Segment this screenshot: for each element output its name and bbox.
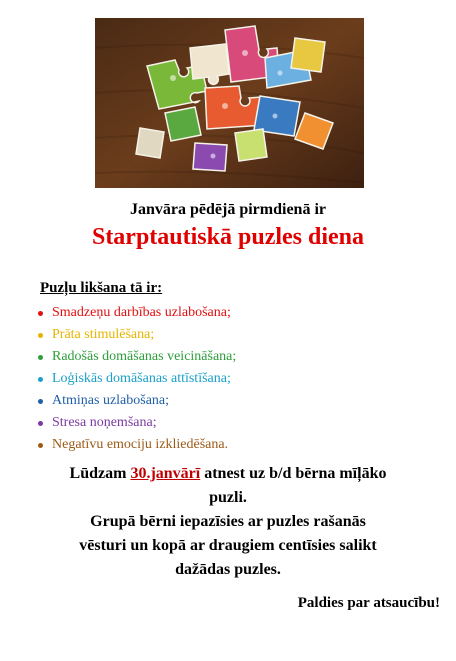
cta-line-1 [0, 462, 456, 486]
benefit-text: Smadzeņu darbības uzlabošana; [52, 305, 231, 320]
benefit-item [38, 390, 236, 412]
cta-line-2: puzli. [209, 489, 247, 506]
benefit-text: Atmiņas uzlabošana; [52, 393, 170, 408]
thanks-note: Paldies par atsaucību! [297, 595, 440, 611]
benefit-text: Radošās domāšanas veicināšana; [52, 349, 237, 364]
bullet-icon [38, 443, 43, 448]
cta-line-1-before: Lūdzam [69, 465, 131, 482]
cta-line-3: Grupā bērni iepazīsies ar puzles rašanās [90, 513, 366, 530]
benefit-item [38, 412, 236, 434]
cta-line-5: dažādas puzles. [175, 561, 281, 578]
benefit-item [38, 302, 236, 324]
cta-date: 30.janvārī [130, 465, 201, 482]
benefit-text: Prāta stimulēšana; [52, 327, 155, 342]
list-heading: Puzļu likšana tā ir: [40, 280, 163, 296]
benefit-item [38, 434, 236, 456]
benefit-item [38, 324, 236, 346]
benefit-item [38, 346, 236, 368]
cta-line-1-after: atnest uz b/d bērna mīļāko [200, 465, 387, 482]
call-to-action [0, 462, 456, 582]
subtitle: Janvāra pēdējā pirmdienā ir [130, 201, 326, 218]
cta-line-4: vēsturi un kopā ar draugiem centīsies salikt [79, 537, 377, 554]
bullet-icon [38, 377, 43, 382]
puzzle-pieces-image [95, 18, 364, 188]
benefit-text: Negatīvu emociju izkliedēšana. [52, 437, 229, 452]
bullet-icon [38, 355, 43, 360]
puzzle-photo [95, 18, 364, 188]
bullet-icon [38, 421, 43, 426]
benefit-text: Stresa noņemšana; [52, 415, 157, 430]
benefits-list [38, 302, 236, 456]
bullet-icon [38, 399, 43, 404]
benefit-item [38, 368, 236, 390]
bullet-icon [38, 311, 43, 316]
bullet-icon [38, 333, 43, 338]
page-title: Starptautiskā puzles diena [91, 224, 365, 250]
benefit-text: Loģiskās domāšanas attīstīšana; [52, 371, 231, 386]
